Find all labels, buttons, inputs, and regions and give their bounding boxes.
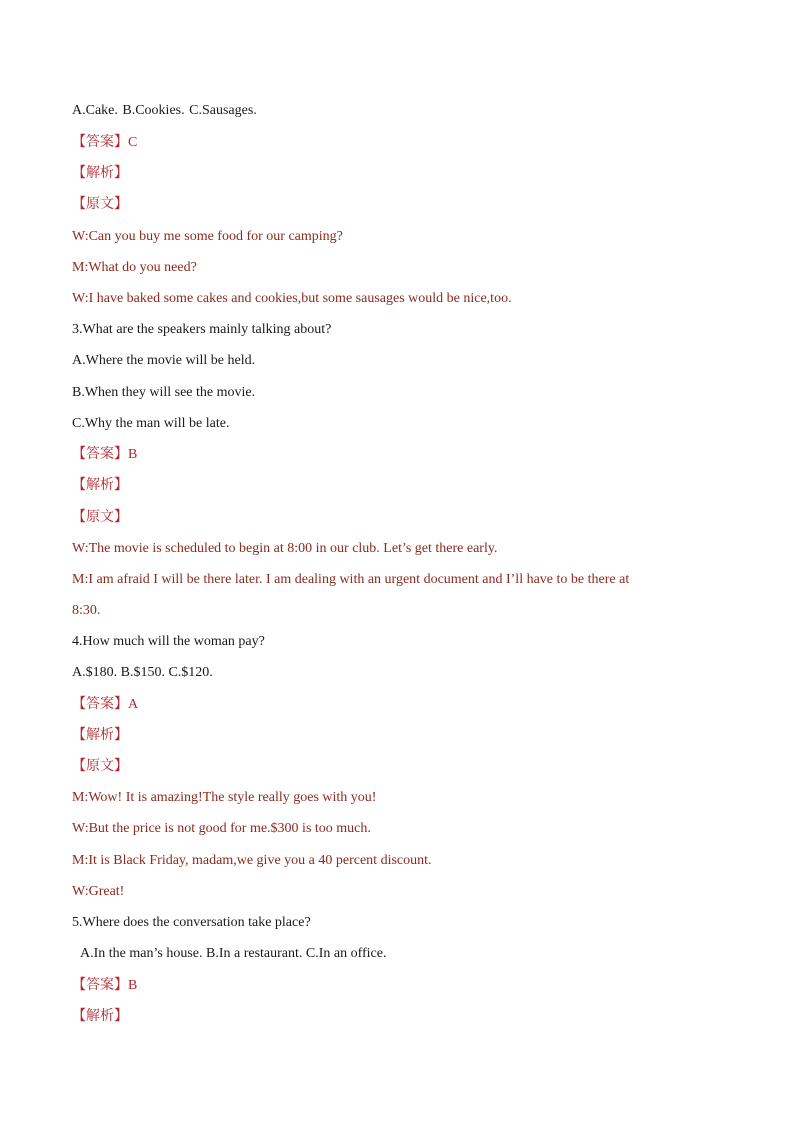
- dialog-line: W:I have baked some cakes and cookies,but some sausages would be nice,too.: [72, 291, 512, 306]
- option-line: A.Cake. B.Cookies. C.Sausages.: [72, 103, 257, 118]
- answer-label: 【答案】: [72, 134, 128, 150]
- option-line: B.When they will see the movie.: [72, 385, 256, 400]
- answer-row: [72, 976, 137, 995]
- original-text-row: [72, 508, 128, 527]
- option-line: A.In the man’s house. B.In a restaurant. C.In an office.: [80, 946, 387, 961]
- dialog-line: M:What do you need?: [72, 260, 197, 275]
- dialog-line: 8:30.: [72, 603, 101, 618]
- original-text-label: 【原文】: [72, 758, 128, 774]
- question-line: 3.What are the speakers mainly talking about?: [72, 322, 332, 337]
- dialog-line: M:It is Black Friday, madam,we give you a 40 percent discount.: [72, 853, 432, 868]
- answer-value: A: [128, 697, 139, 712]
- analysis-row: [72, 726, 128, 745]
- answer-label: 【答案】: [72, 446, 128, 462]
- answer-value: B: [128, 978, 138, 993]
- original-text-row: [72, 195, 128, 214]
- answer-row: [72, 445, 137, 464]
- dialog-line: W:But the price is not good for me.$300 is too much.: [72, 821, 371, 836]
- answer-row: [72, 133, 137, 152]
- dialog-line: M:I am afraid I will be there later. I am dealing with an urgent document and I’ll have to be there at: [72, 572, 630, 587]
- option-line: C.Why the man will be late.: [72, 416, 230, 431]
- question-line: 5.Where does the conversation take place?: [72, 915, 311, 930]
- original-text-row: [72, 757, 128, 776]
- analysis-label: 【解析】: [72, 727, 128, 743]
- dialog-line: W:Great!: [72, 884, 125, 899]
- analysis-label: 【解析】: [72, 165, 128, 181]
- original-text-label: 【原文】: [72, 196, 128, 212]
- answer-label: 【答案】: [72, 696, 128, 712]
- original-text-label: 【原文】: [72, 509, 128, 525]
- answer-value: C: [128, 135, 138, 150]
- dialog-line: W:Can you buy me some food for our camping?: [72, 229, 343, 244]
- analysis-row: [72, 476, 128, 495]
- analysis-row: [72, 164, 128, 183]
- analysis-label: 【解析】: [72, 1008, 128, 1024]
- answer-value: B: [128, 447, 138, 462]
- analysis-row: [72, 1007, 128, 1026]
- answer-row: [72, 695, 138, 714]
- option-line: A.$180. B.$150. C.$120.: [72, 665, 213, 680]
- option-line: A.Where the movie will be held.: [72, 353, 256, 368]
- question-line: 4.How much will the woman pay?: [72, 634, 265, 649]
- dialog-line: M:Wow! It is amazing!The style really goes with you!: [72, 790, 377, 805]
- dialog-line: W:The movie is scheduled to begin at 8:00 in our club. Let’s get there early.: [72, 541, 498, 556]
- analysis-label: 【解析】: [72, 477, 128, 493]
- answer-label: 【答案】: [72, 977, 128, 993]
